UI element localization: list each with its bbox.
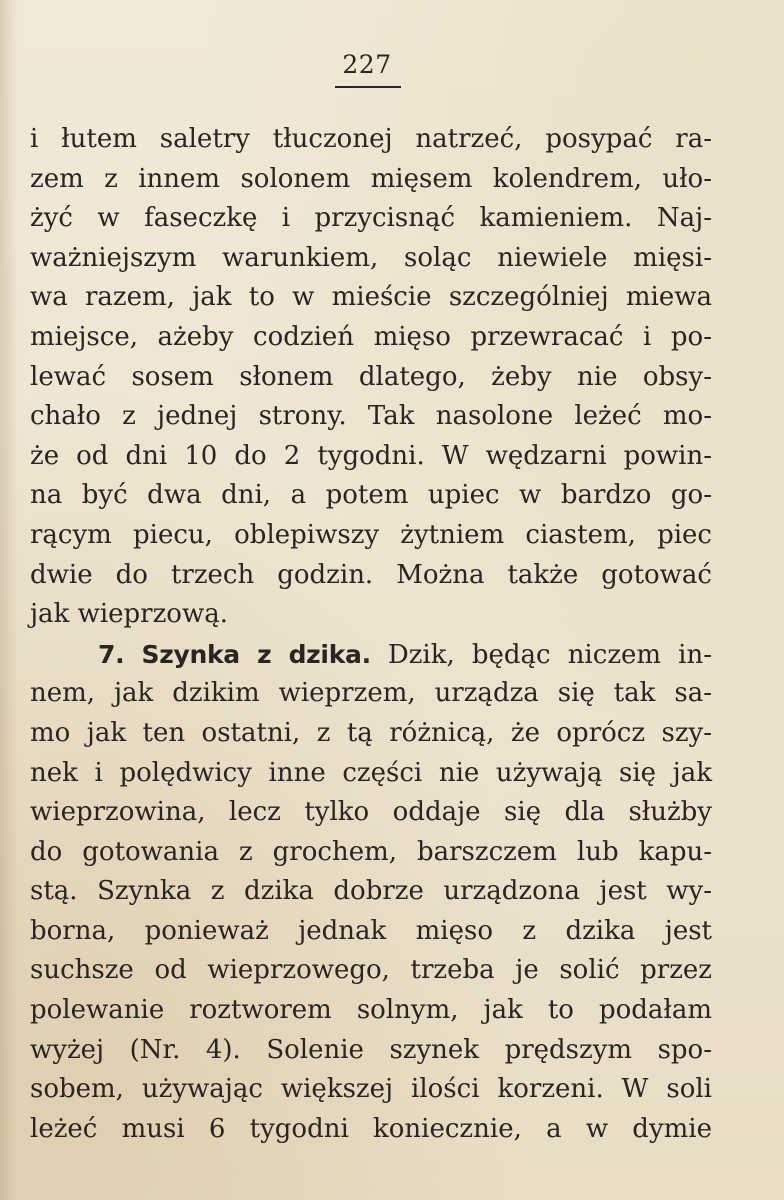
text-line: polewanie roztworem solnym, jak to podałam bbox=[30, 995, 712, 1026]
text-line: rącym piecu, oblepiwszy żytniem ciastem, piec bbox=[30, 519, 712, 550]
text-line: mo jak ten ostatni, z tą różnicą, że oprócz szy- bbox=[30, 717, 712, 748]
text-line: jak wieprzową. bbox=[30, 599, 228, 630]
text-line: nem, jak dzikim wieprzem, urządza się tak sa- bbox=[30, 678, 712, 709]
text-line: dwie do trzech godzin. Można także gotować bbox=[30, 559, 712, 590]
text-line: żyć w faseczkę i przycisnąć kamieniem. Naj- bbox=[30, 203, 712, 234]
text-line: borna, ponieważ jednak mięso z dzika jest bbox=[30, 915, 712, 946]
text-line: zem z innem solonem mięsem kolendrem, uło- bbox=[30, 163, 712, 194]
text-line: na być dwa dni, a potem upiec w bardzo go- bbox=[30, 480, 712, 511]
section-first-line-text: Dzik, będąc niczem in- bbox=[387, 639, 712, 670]
text-line: nek i polędwicy inne części nie używają się jak bbox=[30, 757, 712, 788]
text-line: wieprzowina, lecz tylko oddaje się dla służby bbox=[30, 797, 712, 828]
text-line: suchsze od wieprzowego, trzeba je solić przez bbox=[30, 955, 712, 986]
text-line: miejsce, ażeby codzień mięso przewracać i po- bbox=[30, 321, 712, 352]
text-line: leżeć musi 6 tygodni koniecznie, a w dymie bbox=[30, 1113, 712, 1144]
section-first-line bbox=[30, 635, 712, 675]
text-line: chało z jednej strony. Tak nasolone leżeć mo- bbox=[30, 401, 712, 432]
text-line: że od dni 10 do 2 tygodni. W wędzarni powin- bbox=[30, 440, 712, 471]
body-text bbox=[30, 120, 712, 1149]
text-line: wa razem, jak to w mieście szczególniej miewa bbox=[30, 282, 712, 313]
page-number: 227 bbox=[342, 50, 392, 79]
text-line: stą. Szynka z dzika dobrze urządzona jest wy- bbox=[30, 876, 712, 907]
text-line: i łutem saletry tłuczonej natrzeć, posypać ra- bbox=[30, 124, 712, 154]
text-line: wyżej (Nr. 4). Solenie szynek prędszym spo- bbox=[30, 1034, 712, 1065]
page-edge-shadow bbox=[0, 0, 18, 1200]
text-line: do gotowania z grochem, barszczem lub kapu- bbox=[30, 836, 712, 867]
text-line: ważniejszym warunkiem, soląc niewiele mięsi- bbox=[30, 242, 712, 273]
text-line: lewać sosem słonem dlatego, żeby nie obsy- bbox=[30, 361, 712, 392]
section-heading: 7. Szynka z dzika. bbox=[98, 639, 371, 669]
text-line: sobem, używając większej ilości korzeni. W soli bbox=[30, 1074, 712, 1105]
page-number-rule bbox=[335, 86, 401, 88]
